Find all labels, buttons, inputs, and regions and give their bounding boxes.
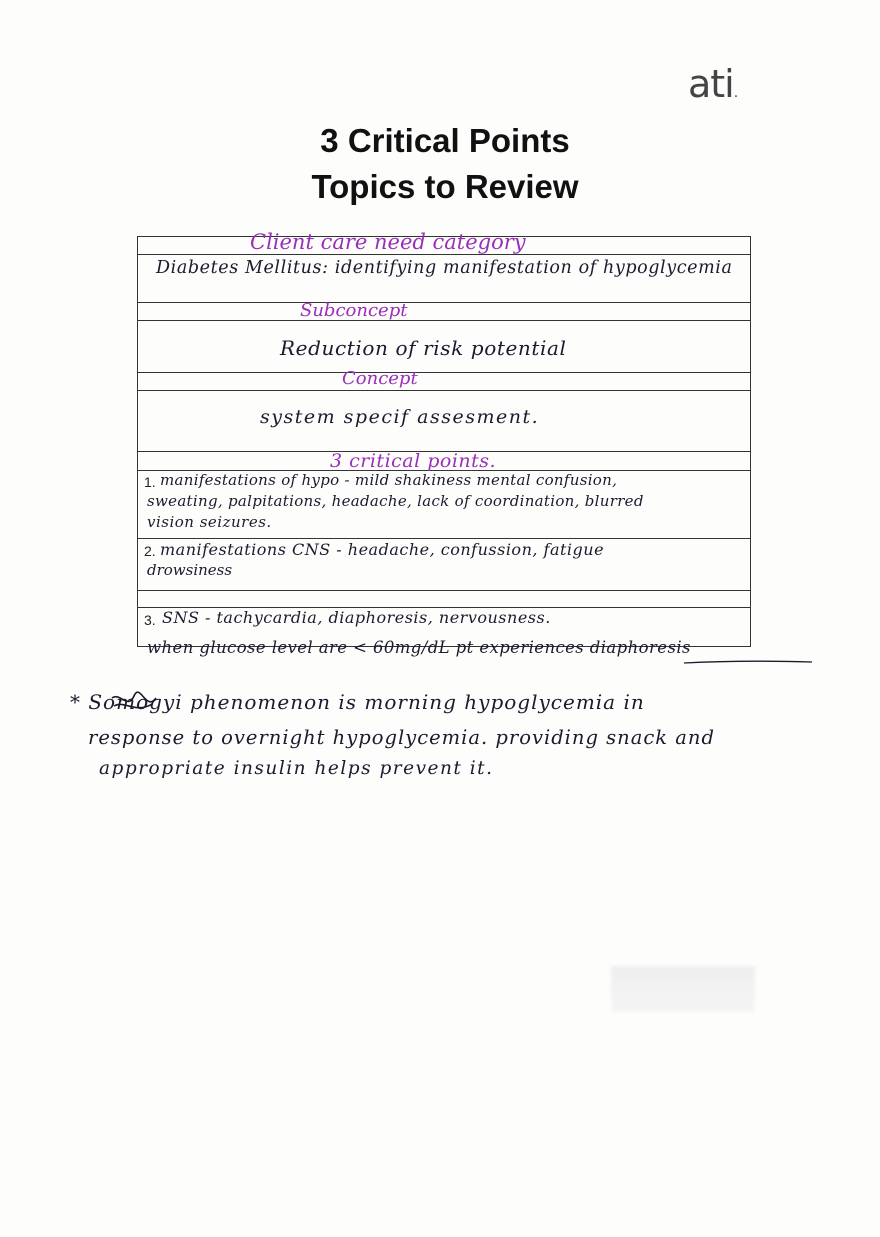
note-line-3: appropriate insulin helps prevent it. (99, 758, 494, 779)
point-1-line-1: manifestations of hypo - mild shakiness mental confusion, (160, 471, 618, 489)
client-care-value: Diabetes Mellitus: identifying manifestation of hypoglycemia (156, 258, 733, 278)
page-title: 3 Critical Points (320, 122, 570, 159)
subconcept-value: Reduction of risk potential (280, 336, 567, 360)
point-2-line-2: drowsiness (147, 561, 233, 579)
table-divider (137, 302, 751, 303)
table-divider (137, 254, 751, 255)
point-3-number: 3. (144, 612, 156, 628)
table-divider (137, 320, 751, 321)
review-table (137, 236, 751, 647)
point-1-number: 1. (144, 474, 156, 490)
table-divider (137, 372, 751, 373)
critical-points-label: 3 critical points. (330, 450, 497, 472)
client-care-label: Client care need category (250, 230, 526, 254)
note-line-1: * Somogyi phenomenon is morning hypoglycemia in (70, 690, 645, 714)
point-3-line-2: when glucose level are < 60mg/dL pt experiences diaphoresis (147, 638, 691, 657)
point-1-line-3: vision seizures. (147, 513, 272, 531)
faint-smudge (611, 966, 755, 1012)
point-2-line-1: manifestations CNS - headache, confussion, fatigue (160, 540, 605, 559)
concept-value: system specif assesment. (260, 406, 540, 428)
concept-label: Concept (342, 368, 418, 389)
table-divider (137, 590, 751, 591)
page-subtitle: Topics to Review (311, 168, 579, 205)
table-divider (137, 538, 751, 539)
note-line-2: response to overnight hypoglycemia. providing snack and (88, 726, 715, 749)
ati-logo: ati. (688, 62, 738, 106)
underline-mark (682, 658, 814, 666)
point-3-line-1: SNS - tachycardia, diaphoresis, nervousness. (162, 608, 551, 627)
point-1-line-2: sweating, palpitations, headache, lack of coordination, blurred (147, 492, 644, 510)
table-divider (137, 390, 751, 391)
subconcept-label: Subconcept (300, 300, 408, 321)
point-2-number: 2. (144, 543, 156, 559)
